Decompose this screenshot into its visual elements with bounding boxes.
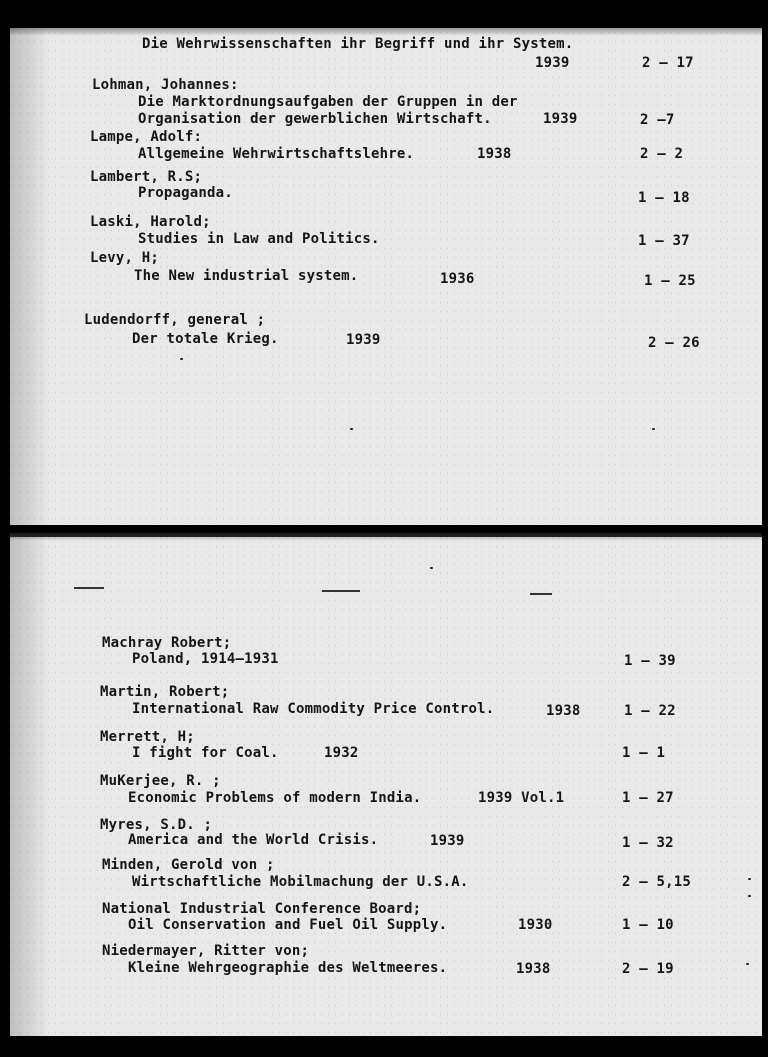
ink-fleck [652,428,655,430]
entry-year: 1939 [430,833,465,849]
entry-ref: 1 — 18 [638,190,690,206]
entry-author: Laski, Harold; [90,214,211,230]
ink-fleck [748,878,751,880]
entry-year: 1930 [518,917,553,933]
entry-title-line: Die Marktordnungsaufgaben der Gruppen in der [138,94,518,110]
entry-title-line: The New industrial system. [134,268,359,284]
entry-ref: 2 — 5,15 [622,874,692,890]
entry-ref: 2 — 26 [648,335,700,351]
ink-fleck [748,895,751,897]
ink-fleck [180,358,183,360]
entry-ref: 2 —7 [640,112,675,128]
entry-title-line: Der totale Krieg. [132,331,279,347]
entry-ref: 1 — 37 [638,233,690,249]
entry-author: Myres, S.D. ; [100,817,213,833]
entry-title-line: Wirtschaftliche Mobilmachung der U.S.A. [132,874,469,890]
ink-fleck [350,428,353,430]
ink-dash [74,587,104,589]
ink-dash [530,593,552,595]
entry-title-line: America and the World Crisis. [128,832,379,848]
entry-author: Martin, Robert; [100,684,230,700]
entry-ref: 1 — 22 [624,703,676,719]
entry-author: MuKerjee, R. ; [100,773,221,789]
entry-year: 1938 [477,146,512,162]
header-ref: 2 — 17 [642,55,694,71]
entry-author: Machray Robert; [102,635,232,651]
entry-ref: 1 — 32 [622,835,674,851]
entry-title-line: Oil Conservation and Fuel Oil Supply. [128,917,448,933]
entry-ref: 1 — 1 [622,745,666,761]
top-index-card [10,28,762,525]
ink-fleck [746,963,749,965]
ink-dash [322,590,360,592]
entry-year: 1936 [440,271,475,287]
entry-ref: 1 — 10 [622,917,674,933]
entry-year: 1938 [516,961,551,977]
ink-fleck [430,567,433,569]
entry-author: Merrett, H; [100,729,195,745]
entry-title-line: Studies in Law and Politics. [138,231,380,247]
entry-title-line: International Raw Commodity Price Control. [132,701,495,717]
entry-title-line: Poland, 1914—1931 [132,651,279,667]
entry-title-line: Allgemeine Wehrwirtschaftslehre. [138,146,415,162]
entry-author: Lohman, Johannes: [92,77,239,93]
entry-title-line: I fight for Coal. [132,745,279,761]
entry-author: Ludendorff, general ; [84,312,266,328]
header-year: 1939 [535,55,570,71]
entry-author: National Industrial Conference Board; [102,901,422,917]
entry-author: Lambert, R.S; [90,169,203,185]
entry-year: 1938 [546,703,581,719]
entry-author: Niedermayer, Ritter von; [102,943,310,959]
entry-year: 1932 [324,745,359,761]
entry-author: Levy, H; [90,250,160,266]
entry-ref: 2 — 19 [622,961,674,977]
entry-ref: 1 — 25 [644,273,696,289]
entry-author: Minden, Gerold von ; [102,857,275,873]
entry-ref: 2 — 2 [640,146,684,162]
entry-title-line: Propaganda. [138,185,233,201]
entry-title-line: Kleine Wehrgeographie des Weltmeeres. [128,960,448,976]
entry-title-line: Economic Problems of modern India. [128,790,422,806]
header-title: Die Wehrwissenschaften ihr Begriff und ihr System. [142,36,574,52]
card-separator-rule [10,533,762,537]
entry-author: Lampe, Adolf: [90,129,203,145]
entry-year: 1939 Vol.1 [478,790,565,806]
entry-year: 1939 [543,111,578,127]
entry-title-line: Organisation der gewerblichen Wirtschaft. [138,111,492,127]
bottom-index-card [10,533,762,1036]
entry-year: 1939 [346,332,381,348]
entry-ref: 1 — 39 [624,653,676,669]
entry-ref: 1 — 27 [622,790,674,806]
